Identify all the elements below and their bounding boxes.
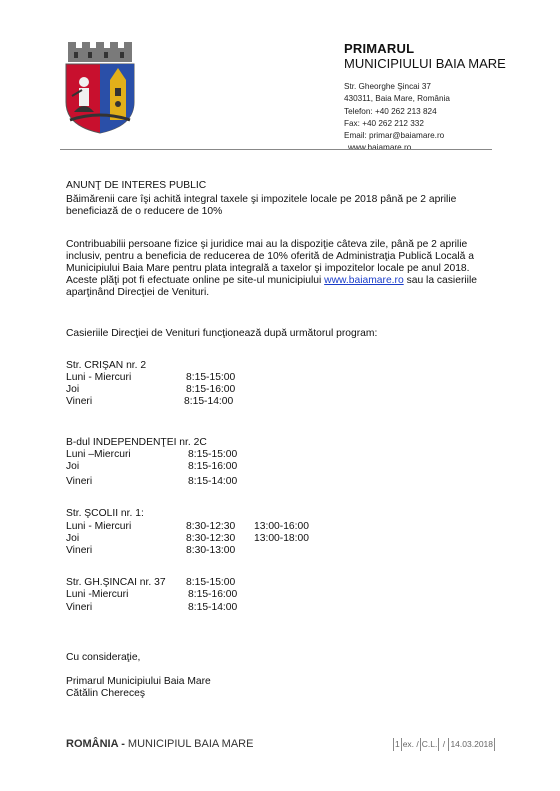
schedule-row xyxy=(66,372,496,384)
day-label: Joi xyxy=(66,384,80,396)
city-address: 430311, Baia Mare, România xyxy=(344,94,450,104)
day-label: Vineri xyxy=(66,396,93,408)
city-crest-logo xyxy=(60,40,140,135)
signer-title: Primarul Municipiului Baia Mare xyxy=(66,676,211,688)
notice-paragraph xyxy=(66,239,496,300)
office-name: Str. CRIŞAN nr. 2 xyxy=(66,359,147,371)
paragraph-text-start: Contribuabilii persoane fizice şi juridice mai au la dispoziţie câteva zile, până pe 2 aprilie inclusiv, pentru a beneficia de reducerea de 10% oferită de Administraţia Publică Locală a Municipiului Baia Mare pentru plata integrală a taxelor şi impozitelor locale pe anul 2018. Aceste plăţi pot fi efectuate online pe site-ul municipiului xyxy=(66,238,474,287)
phone: Telefon: +40 262 213 824 xyxy=(344,106,437,116)
footer-municipality: MUNICIPIUL BAIA MARE xyxy=(124,738,254,750)
hours: 8:15-16:00 xyxy=(188,461,238,473)
schedule-row xyxy=(66,476,496,488)
contact-block xyxy=(344,81,506,155)
day-label: Luni -Miercuri xyxy=(66,589,129,601)
day-label: Joi xyxy=(66,461,80,473)
letterhead xyxy=(344,41,506,155)
closing-greeting: Cu consideraţie, xyxy=(66,651,141,663)
schedule-row xyxy=(66,602,496,614)
day-label: Luni –Miercuri xyxy=(66,448,131,460)
office-scolii xyxy=(66,508,496,557)
hours: 8:15-15:00 xyxy=(186,372,236,384)
schedule-row xyxy=(66,449,496,461)
hours: 8:15-15:00 xyxy=(186,577,236,589)
header-divider xyxy=(60,149,492,150)
notice-lead: Băimărenii care îşi achită integral taxele şi impozitele locale pe 2018 până pe 2 aprilie beneficiază de o reducere de 10% xyxy=(66,194,457,218)
copies-label: ex. / xyxy=(402,738,419,749)
schedule-intro: Casieriile Direcţiei de Venituri funcţionează după următorul program: xyxy=(66,327,378,339)
paragraph-text-end: sau la casieriile aparţinând Direcţiei de Venituri. xyxy=(66,275,477,299)
signer-name: Cătălin Chereceş xyxy=(66,688,145,700)
notice-body xyxy=(66,180,496,700)
page-number: 1 xyxy=(394,738,400,749)
day-label: Luni - Miercuri xyxy=(66,520,132,532)
website-link[interactable]: www.baiamare.ro xyxy=(324,275,404,287)
hours: 8:15-14:00 xyxy=(188,476,238,488)
footer-country: ROMÂNIA - xyxy=(66,738,125,750)
day-label: Vineri xyxy=(66,601,93,613)
hours: 8:15-14:00 xyxy=(188,601,238,613)
mural-crown xyxy=(68,42,132,62)
office-name: B-dul INDEPENDENŢEI nr. 2C xyxy=(66,436,207,448)
hours-afternoon: 13:00-16:00 xyxy=(254,520,309,532)
schedule-row xyxy=(66,396,496,408)
footer-brand xyxy=(66,738,253,750)
schedule-row xyxy=(66,461,496,473)
document-date: 14.03.2018 xyxy=(450,738,493,749)
schedule-row xyxy=(66,384,496,396)
office-name: Str. ŞCOLII nr. 1: xyxy=(66,508,144,520)
office-name-row xyxy=(66,577,496,589)
footer-reference: 1 ex. / C.L. / 14.03.2018 xyxy=(392,738,496,751)
day-label: Vineri xyxy=(66,476,93,488)
schedule-row xyxy=(66,533,496,545)
hours: 8:15-14:00 xyxy=(184,396,234,408)
hours-afternoon: 13:00-18:00 xyxy=(254,532,309,544)
hours: 8:15-15:00 xyxy=(188,448,238,460)
hours: 8:15-16:00 xyxy=(188,589,238,601)
hours-morning: 8:30-12:30 xyxy=(186,520,236,532)
website: www.baiamare.ro xyxy=(348,143,412,153)
hours-morning: 8:30-13:00 xyxy=(186,545,236,557)
schedule-row xyxy=(66,521,496,533)
notice-heading: ANUNŢ DE INTERES PUBLIC xyxy=(66,180,207,191)
office-crisan xyxy=(66,360,496,409)
street-address: Str. Gheorghe Şincai 37 xyxy=(344,82,431,91)
schedule-row xyxy=(66,545,496,557)
office-sincai xyxy=(66,577,496,614)
hours-morning: 8:30-12:30 xyxy=(186,532,236,544)
schedule-row xyxy=(66,589,496,601)
fax: Fax: +40 262 212 332 xyxy=(344,118,424,128)
hours: 8:15-16:00 xyxy=(186,384,236,396)
header-title: PRIMARUL xyxy=(344,41,415,56)
day-label: Luni - Miercuri xyxy=(66,372,132,384)
author-initials: C.L. xyxy=(421,738,438,749)
day-label: Vineri xyxy=(66,545,93,557)
office-independentei xyxy=(66,437,496,489)
office-name: Str. GH.ŞINCAI nr. 37 xyxy=(66,577,166,589)
email: Email: primar@baiamare.ro xyxy=(344,131,445,141)
header-subtitle: MUNICIPIULUI BAIA MARE xyxy=(344,56,506,71)
page-footer xyxy=(66,738,496,754)
day-label: Joi xyxy=(66,532,80,544)
